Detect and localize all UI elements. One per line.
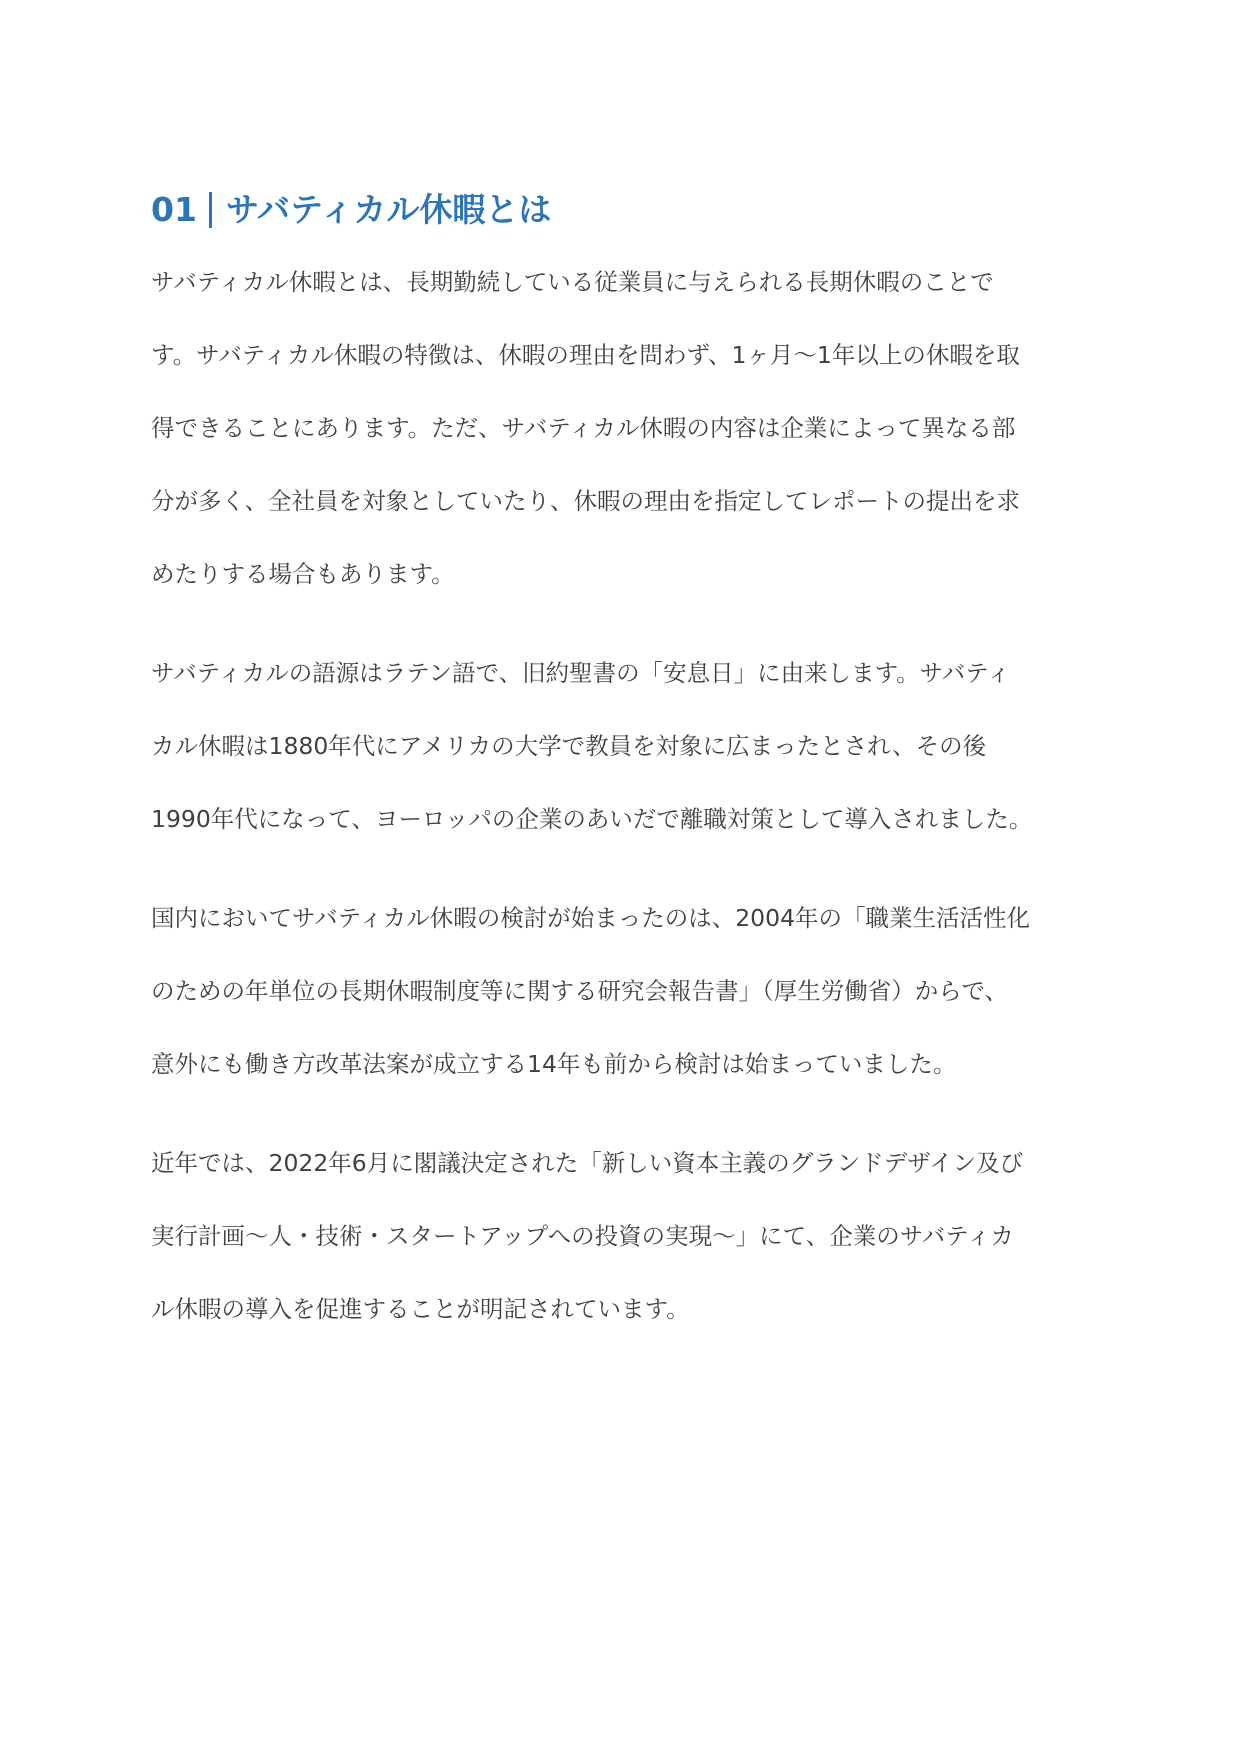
- heading-divider-bar: [209, 192, 212, 228]
- section-number: 01: [151, 190, 197, 229]
- text-line: ル休暇の導入を促進することが明記されています。: [151, 1295, 690, 1323]
- section-title: サバティカル休暇とは: [225, 190, 552, 229]
- text-line: カル休暇は1880年代にアメリカの大学で教員を対象に広まったとされ、その後: [151, 732, 987, 760]
- text-line: 実行計画〜人・技術・スタートアップへの投資の実現〜」にて、企業のサバティカ: [151, 1222, 1014, 1250]
- text-line: 意外にも働き方改革法案が成立する14年も前から検討は始まっていました。: [151, 1050, 957, 1078]
- paragraph-definition: [151, 262, 1101, 627]
- paragraph-recent-policy: [151, 1143, 1101, 1362]
- text-line: のための年単位の長期休暇制度等に関する研究会報告書」（厚生労働省）からで、: [151, 977, 1009, 1005]
- text-line: 国内においてサバティカル休暇の検討が始まったのは、2004年の「職業生活活性化: [151, 904, 1031, 932]
- body-text: [151, 262, 1101, 1362]
- text-line: サバティカル休暇とは、長期勤続している従業員に与えられる長期休暇のことで: [151, 268, 994, 296]
- text-line: 近年では、2022年6月に閣議決定された「新しい資本主義のグランドデザイン及び: [151, 1149, 1024, 1177]
- text-line: 1990年代になって、ヨーロッパの企業のあいだで離職対策として導入されました。: [151, 805, 1033, 833]
- paragraph-domestic-history: [151, 898, 1101, 1117]
- text-line: 得できることにあります。ただ、サバティカル休暇の内容は企業によって異なる部: [151, 414, 1016, 442]
- text-line: 分が多く、全社員を対象としていたり、休暇の理由を指定してレポートの提出を求: [151, 487, 1021, 515]
- text-line: サバティカルの語源はラテン語で、旧約聖書の「安息日」に由来します。サバティ: [151, 659, 1011, 687]
- paragraph-etymology: [151, 653, 1101, 872]
- section-heading: [151, 184, 1101, 236]
- text-line: めたりする場合もあります。: [151, 560, 455, 588]
- text-line: す。サバティカル休暇の特徴は、休暇の理由を問わず、1ヶ月〜1年以上の休暇を取: [151, 341, 1020, 369]
- article-section: [151, 184, 1101, 1388]
